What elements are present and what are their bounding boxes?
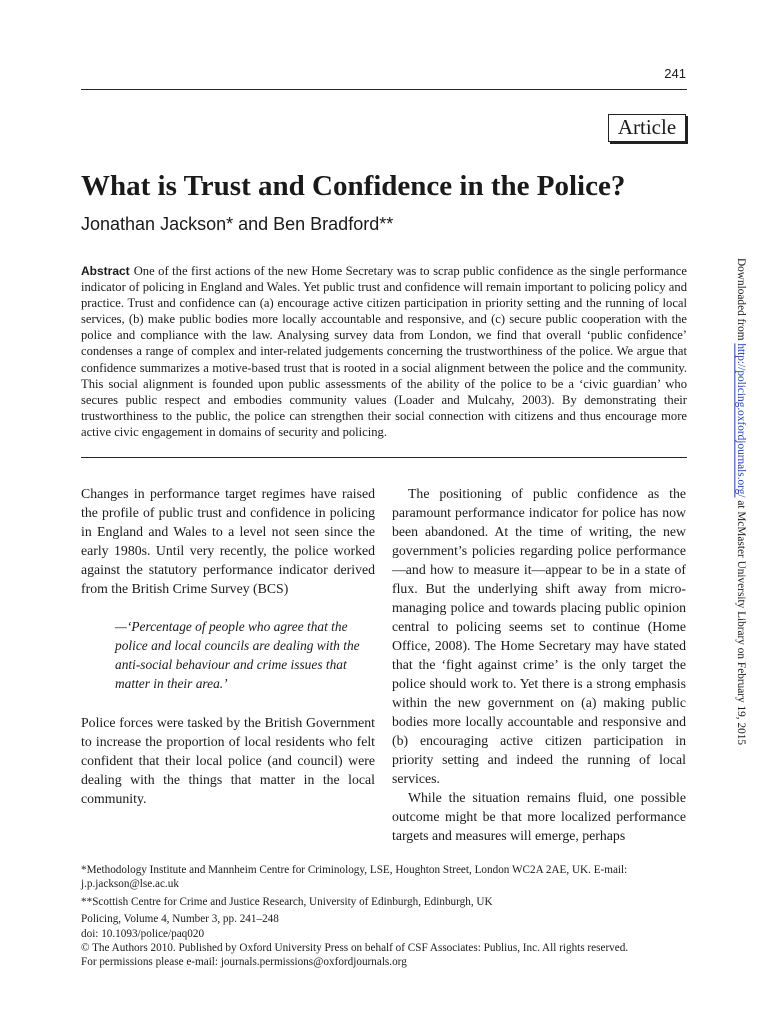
copyright-notice: © The Authors 2010. Published by Oxford University Press on behalf of CSF Associates: Publius, Inc. All rights reserved. — [81, 942, 629, 955]
body-column-right — [392, 484, 686, 845]
download-prefix: Downloaded from — [735, 258, 747, 344]
permissions-notice: For permissions please e-mail: journals.permissions@oxfordjournals.org — [81, 956, 407, 969]
header-rule — [81, 89, 687, 90]
download-watermark — [735, 258, 747, 745]
article-type-badge: Article — [608, 114, 686, 142]
download-suffix: at McMaster University Library on February 19, 2015 — [735, 497, 747, 746]
body-paragraph: The positioning of public confidence as the paramount performance indicator for police has now been abandoned. At the time of writing, the new government’s policies regarding police performance—and how to measure it—appear to be in a state of flux. But the underlying shift away from micro-managing police and towards placing public opinion central to policing seems set to continue (Home Office, 2008). The Home Secretary may have stated that the ‘fight against crime’ is the only target the police should work to. Yet there is a strong emphasis within the new government on (a) making public bodies more locally accountable and responsive and (b) encouraging active citizen participation in priority setting and indeed the running of local services. — [392, 486, 686, 786]
section-rule — [81, 457, 687, 458]
footnotes — [81, 863, 691, 970]
body-paragraph: While the situation remains fluid, one possible outcome might be that more localized performance targets and measures will emerge, perhaps — [392, 790, 686, 843]
body-column-left — [81, 484, 375, 808]
abstract-label: Abstract — [81, 264, 130, 278]
body-paragraph: Changes in performance target regimes have raised the profile of public trust and confidence in policing in England and Wales to a level not seen since the early 1980s. Until very recently, the police worked against the statutory performance indicator derived from the British Crime Survey (BCS) — [81, 486, 375, 596]
abstract — [81, 263, 687, 440]
author-list: Jonathan Jackson* and Ben Bradford** — [81, 214, 394, 234]
body-paragraph: Police forces were tasked by the British Government to increase the proportion of local residents who felt confident that their local police (and council) were dealing with the things that matter in the local community. — [81, 715, 375, 806]
doi: doi: 10.1093/police/paq020 — [81, 927, 205, 940]
abstract-text: One of the first actions of the new Home Secretary was to scrap public confidence as the single performance indicator of policing in England and Wales. Yet public trust and confidence will remain important to policing policy and practice. Trust and confidence can (a) encourage active citizen participation in priority setting and the running of local services, (b) make public bodies more locally accountable and responsive, and (c) secure public cooperation with the police and compliance with the law. Analysing survey data from London, we find that overall ‘public confidence’ condenses a range of complex and inter-related judgements concerning the trustworthiness of the police. We argue that confidence summarizes a motive-based trust that is rooted in a social alignment between the police and the community. This social alignment is founded upon public assessments of the ability of the police to be a ‘civic guardian’ who secures public respect and embodies community values (Loader and Mulcahy, 2003). By demonstrating their trustworthiness to the public, the police can strengthen their social connection with citizens and thus encourage more active civic engagement in domains of security and policing. — [81, 264, 687, 439]
page-number: 241 — [664, 66, 686, 81]
article-title: What is Trust and Confidence in the Police? — [81, 170, 626, 202]
journal-citation: Policing, Volume 4, Number 3, pp. 241–248 — [81, 913, 279, 926]
footnote-affiliation-1: *Methodology Institute and Mannheim Centre for Criminology, LSE, Houghton Street, London WC2A 2AE, UK. E-mail: j.p.jackson@lse.ac.uk — [81, 864, 628, 891]
block-quote: —‘Percentage of people who agree that the police and local councils are dealing with the anti-social behaviour and crime issues that matter in their area.’ — [115, 619, 360, 691]
footnote-affiliation-2: **Scottish Centre for Crime and Justice Research, University of Edinburgh, Edinburgh, UK — [81, 895, 493, 908]
journal-link[interactable]: http://policing.oxfordjournals.org/ — [735, 343, 747, 498]
